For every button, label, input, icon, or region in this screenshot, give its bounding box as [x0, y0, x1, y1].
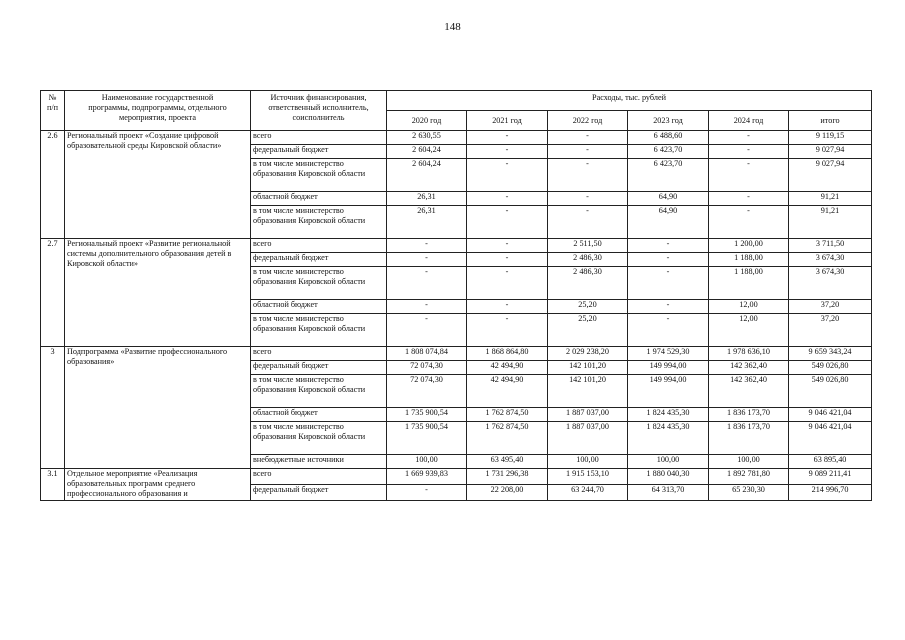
amount-cell: - [387, 267, 467, 300]
amount-cell: 1 731 296,38 [467, 469, 548, 485]
total-cell: 549 026,80 [789, 361, 872, 375]
amount-cell: 64,90 [628, 206, 709, 239]
funding-source: областной бюджет [251, 300, 387, 314]
funding-source: всего [251, 239, 387, 253]
amount-cell: - [548, 206, 628, 239]
amount-cell: - [387, 253, 467, 267]
amount-cell: 65 230,30 [709, 484, 789, 500]
funding-source: внебюджетные источники [251, 455, 387, 469]
amount-cell: 1 735 900,54 [387, 422, 467, 455]
funding-source: в том числе министерство образования Кировской области [251, 206, 387, 239]
funding-source: всего [251, 469, 387, 485]
amount-cell: 1 735 900,54 [387, 408, 467, 422]
amount-cell: 1 978 636,10 [709, 347, 789, 361]
total-cell: 9 027,94 [789, 145, 872, 159]
header-source: Источник финансирования, ответственный исполнитель, соисполнитель [251, 91, 387, 131]
amount-cell: 64 313,70 [628, 484, 709, 500]
amount-cell: 142 101,20 [548, 375, 628, 408]
amount-cell: 25,20 [548, 300, 628, 314]
total-cell: 3 674,30 [789, 253, 872, 267]
amount-cell: 1 887 037,00 [548, 408, 628, 422]
amount-cell: - [467, 239, 548, 253]
amount-cell: 142 362,40 [709, 375, 789, 408]
amount-cell: 1 974 529,30 [628, 347, 709, 361]
header-year: 2021 год [467, 111, 548, 131]
program-name: Региональный проект «Развитие региональной системы дополнительного образования детей в Кировской области» [65, 239, 251, 347]
table-row [41, 469, 872, 485]
amount-cell: - [628, 300, 709, 314]
amount-cell: - [628, 314, 709, 347]
header-number: № п/п [41, 91, 65, 131]
amount-cell: - [628, 253, 709, 267]
program-name: Подпрограмма «Развитие профессионального образования» [65, 347, 251, 469]
funding-source: в том числе министерство образования Кировской области [251, 375, 387, 408]
funding-source: всего [251, 131, 387, 145]
amount-cell: - [548, 192, 628, 206]
amount-cell: 22 208,00 [467, 484, 548, 500]
total-cell: 214 996,70 [789, 484, 872, 500]
amount-cell: 1 868 864,80 [467, 347, 548, 361]
amount-cell: 100,00 [628, 455, 709, 469]
row-number: 2.6 [41, 131, 65, 239]
amount-cell: - [467, 131, 548, 145]
amount-cell: 149 994,00 [628, 375, 709, 408]
total-cell: 37,20 [789, 314, 872, 347]
amount-cell: - [467, 145, 548, 159]
amount-cell: 142 362,40 [709, 361, 789, 375]
amount-cell: 1 188,00 [709, 267, 789, 300]
amount-cell: 6 423,70 [628, 145, 709, 159]
amount-cell: - [387, 314, 467, 347]
header-name: Наименование государственной программы, подпрограммы, отдельного мероприятия, проекта [65, 91, 251, 131]
header-year: 2024 год [709, 111, 789, 131]
amount-cell: 26,31 [387, 206, 467, 239]
amount-cell: 26,31 [387, 192, 467, 206]
amount-cell: 100,00 [387, 455, 467, 469]
page-number: 148 [444, 21, 461, 33]
amount-cell: - [548, 131, 628, 145]
total-cell: 91,21 [789, 206, 872, 239]
funding-source: всего [251, 347, 387, 361]
amount-cell: - [387, 239, 467, 253]
amount-cell: 12,00 [709, 300, 789, 314]
amount-cell: 1 762 874,50 [467, 422, 548, 455]
row-number: 3 [41, 347, 65, 469]
row-number: 3.1 [41, 469, 65, 501]
amount-cell: - [387, 484, 467, 500]
amount-cell: 1 200,00 [709, 239, 789, 253]
total-cell: 9 046 421,04 [789, 422, 872, 455]
amount-cell: 25,20 [548, 314, 628, 347]
funding-source: федеральный бюджет [251, 361, 387, 375]
amount-cell: - [467, 206, 548, 239]
amount-cell: 1 836 173,70 [709, 408, 789, 422]
amount-cell: 1 762 874,50 [467, 408, 548, 422]
amount-cell: 1 188,00 [709, 253, 789, 267]
amount-cell: 42 494,90 [467, 361, 548, 375]
funding-source: федеральный бюджет [251, 484, 387, 500]
amount-cell: 6 423,70 [628, 159, 709, 192]
amount-cell: 149 994,00 [628, 361, 709, 375]
amount-cell: - [709, 192, 789, 206]
header-year: 2022 год [548, 111, 628, 131]
amount-cell: 100,00 [709, 455, 789, 469]
header-year: 2023 год [628, 111, 709, 131]
amount-cell: 1 824 435,30 [628, 422, 709, 455]
amount-cell: 1 808 074,84 [387, 347, 467, 361]
amount-cell: - [548, 159, 628, 192]
amount-cell: 63 495,40 [467, 455, 548, 469]
amount-cell: 2 630,55 [387, 131, 467, 145]
table-header [41, 91, 872, 131]
total-cell: 9 089 211,41 [789, 469, 872, 485]
amount-cell: - [467, 300, 548, 314]
amount-cell: 1 892 781,80 [709, 469, 789, 485]
amount-cell: 2 029 238,20 [548, 347, 628, 361]
amount-cell: 2 511,50 [548, 239, 628, 253]
funding-source: в том числе министерство образования Кировской области [251, 267, 387, 300]
amount-cell: - [709, 131, 789, 145]
amount-cell: 72 074,30 [387, 361, 467, 375]
funding-source: в том числе министерство образования Кировской области [251, 159, 387, 192]
amount-cell: 72 074,30 [387, 375, 467, 408]
amount-cell: 1 669 939,83 [387, 469, 467, 485]
total-cell: 9 119,15 [789, 131, 872, 145]
row-number: 2.7 [41, 239, 65, 347]
amount-cell: 64,90 [628, 192, 709, 206]
funding-source: областной бюджет [251, 408, 387, 422]
amount-cell: - [709, 206, 789, 239]
amount-cell: 2 486,30 [548, 253, 628, 267]
program-name: Региональный проект «Создание цифровой образовательной среды Кировской области» [65, 131, 251, 239]
amount-cell: - [709, 159, 789, 192]
amount-cell: 1 824 435,30 [628, 408, 709, 422]
amount-cell: - [467, 314, 548, 347]
budget-table [40, 90, 872, 501]
amount-cell: - [387, 300, 467, 314]
total-cell: 3 711,50 [789, 239, 872, 253]
funding-source: федеральный бюджет [251, 145, 387, 159]
amount-cell: 1 915 153,10 [548, 469, 628, 485]
total-cell: 9 046 421,04 [789, 408, 872, 422]
amount-cell: - [467, 159, 548, 192]
amount-cell: 1 887 037,00 [548, 422, 628, 455]
amount-cell: 63 244,70 [548, 484, 628, 500]
amount-cell: - [628, 239, 709, 253]
amount-cell: - [548, 145, 628, 159]
header-expenses: Расходы, тыс. рублей [387, 91, 872, 111]
total-cell: 9 027,94 [789, 159, 872, 192]
amount-cell: 12,00 [709, 314, 789, 347]
table-row [41, 131, 872, 145]
amount-cell: 1 836 173,70 [709, 422, 789, 455]
amount-cell: 1 880 040,30 [628, 469, 709, 485]
total-cell: 37,20 [789, 300, 872, 314]
table-row [41, 347, 872, 361]
amount-cell: 6 488,60 [628, 131, 709, 145]
total-cell: 9 659 343,24 [789, 347, 872, 361]
amount-cell: - [467, 192, 548, 206]
funding-source: областной бюджет [251, 192, 387, 206]
header-total: итого [789, 111, 872, 131]
amount-cell: 42 494,90 [467, 375, 548, 408]
total-cell: 91,21 [789, 192, 872, 206]
amount-cell: 2 604,24 [387, 159, 467, 192]
program-name: Отдельное мероприятие «Реализация образовательных программ среднего профессионального образования и [65, 469, 251, 501]
total-cell: 549 026,80 [789, 375, 872, 408]
total-cell: 3 674,30 [789, 267, 872, 300]
amount-cell: 2 604,24 [387, 145, 467, 159]
table-body [41, 131, 872, 501]
header-year: 2020 год [387, 111, 467, 131]
funding-source: в том числе министерство образования Кировской области [251, 422, 387, 455]
amount-cell: - [467, 253, 548, 267]
table-row [41, 239, 872, 253]
amount-cell: - [628, 267, 709, 300]
amount-cell: 142 101,20 [548, 361, 628, 375]
total-cell: 63 895,40 [789, 455, 872, 469]
funding-source: в том числе министерство образования Кировской области [251, 314, 387, 347]
amount-cell: 2 486,30 [548, 267, 628, 300]
funding-source: федеральный бюджет [251, 253, 387, 267]
amount-cell: 100,00 [548, 455, 628, 469]
amount-cell: - [467, 267, 548, 300]
amount-cell: - [709, 145, 789, 159]
